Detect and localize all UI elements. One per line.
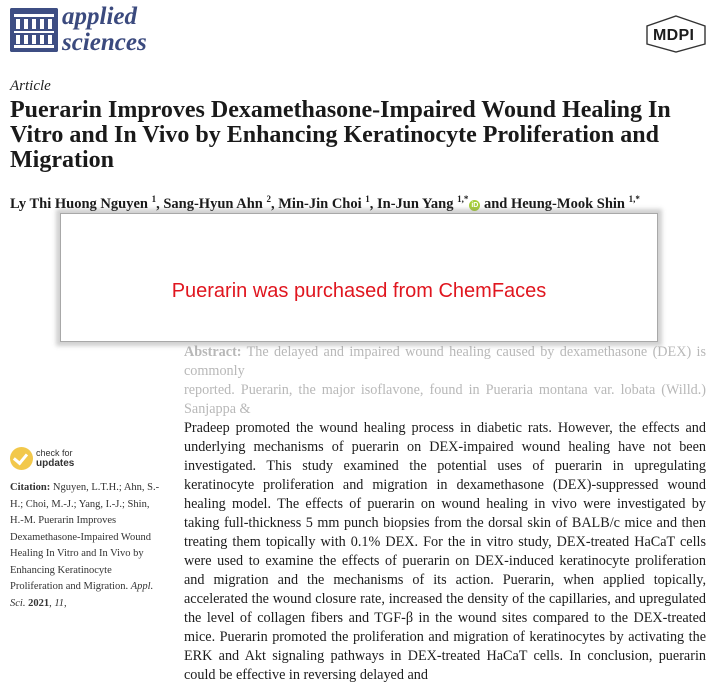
author-affiliation-marker: 1,* [628, 194, 640, 204]
abstract-line-2: reported. Puerarin, the major isoflavone, found in Pueraria montana var. lobata (Willd.) Sanjappa & [184, 382, 706, 417]
checkmark-icon [10, 447, 33, 470]
citation-journal: Appl. Sci. [10, 581, 154, 609]
citation-block: Citation: Nguyen, L.T.H.; Ahn, S.-H.; Choi, M.-J.; Yang, I.-J.; Shin, H.-M. Puerarin Improves Dexamethasone-Impaired Wound Healing In Vitro and In Vivo by Enhancing Keratinocyte Proliferation and Migration. Appl. Sci. 2021, 11, [10, 482, 160, 609]
check-for-updates-line2: updates [36, 458, 75, 469]
citation-volume: 11, [54, 597, 67, 609]
author-affiliation-marker: 2 [266, 194, 271, 204]
citation-text: Nguyen, L.T.H.; Ahn, S.-H.; Choi, M.-J.; Yang, I.-J.; Shin, H.-M. Puerarin Improves Dexamethasone-Impaired Wound Healing In Vitro and In Vivo by Enhancing Keratinocyte Proliferation and Migration. [10, 482, 160, 592]
author-name[interactable]: In-Jun Yang [377, 195, 454, 212]
mdpi-logo-text: MDPI [653, 27, 695, 44]
author-affiliation-marker: 1,* [457, 194, 469, 204]
annotation-overlay-box [60, 213, 658, 342]
author-list: Ly Thi Huong Nguyen $^1$, Sang-Hyun Ahn $^2$, Min-Jin Choi $^1$, In-Jun Yang $^{1,*}$iD and Heung-Mook Shin $^{1,*}$ [10, 194, 640, 212]
journal-name-line2: sciences [62, 29, 147, 56]
mdpi-logo [646, 15, 706, 53]
article-title: Puerarin Improves Dexamethasone-Impaired Wound Healing In Vitro and In Vivo by Enhancing Keratinocyte Proliferation and Migration [10, 97, 671, 173]
author-name[interactable]: Min-Jin Choi [278, 195, 362, 212]
abstract-body: Pradeep promoted the wound healing process in diabetic rats. However, the effects and underlying mechanisms of puerarin on DEX-impaired wound healing have not been investigated. This study examined the potential uses of puerarin in upregulating keratinocyte proliferation and migration in dexamethasone (DEX)-suppressed wound healing model. The effects of puerarin on wound healing in vivo were investigated by taking full-thickness 5 mm punch biopsies from the dorsal skin of BALB/c mice and then treating them topically with 0.1% DEX. For the in vitro study, DEX-treated HaCaT cells were used to examine the effects of puerarin on DEX-induced keratinocyte proliferation and migration and the mechanisms of its action. Puerarin, when applied topically, accelerated the wound closure rate, increased the density of the capillaries, and upregulated the level of collagen fibers and TGF-β in the wound sites compared to the DEX-treated mice. Puerarin promoted the proliferation and migration of keratinocytes by activating the ERK and Akt signaling pathways in DEX-treated HaCaT cells. In conclusion, puerarin could be effective in reversing delayed and [184, 420, 706, 683]
author-name[interactable]: Ly Thi Huong Nguyen [10, 195, 148, 212]
journal-logo [10, 8, 58, 52]
citation-year: 2021 [28, 597, 50, 609]
author-name[interactable]: Heung-Mook Shin [510, 195, 625, 212]
journal-name-line1: applied [62, 3, 137, 30]
abstract [184, 343, 706, 685]
citation-label: Citation: [10, 482, 51, 493]
article-type: Article [10, 78, 51, 94]
abstract-label: Abstract: [184, 344, 242, 360]
overlay-message: Puerarin was purchased from ChemFaces [171, 280, 547, 302]
journal-name [62, 4, 147, 56]
author-conjunction: and [483, 195, 508, 212]
author-name[interactable]: Sang-Hyun Ahn [163, 195, 263, 212]
check-for-updates-line1: check for [36, 448, 73, 458]
abstract-line-1: The delayed and impaired wound healing caused by dexamethasone (DEX) is commonly [184, 344, 706, 379]
building-columns-icon [10, 8, 58, 52]
author-affiliation-marker: 1 [151, 194, 157, 204]
orcid-icon[interactable]: iD [471, 201, 479, 209]
author-affiliation-marker: 1 [365, 194, 370, 204]
